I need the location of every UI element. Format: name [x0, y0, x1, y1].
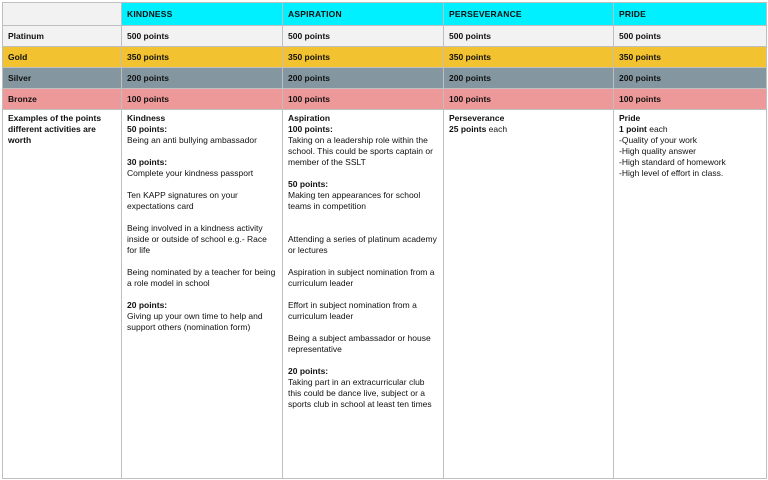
- aspiration-50-item: Effort in subject nomination from a curriculum leader: [288, 300, 417, 321]
- aspiration-50-item: Making ten appearances for school teams in competition: [288, 190, 421, 211]
- tier-value: 100 points: [283, 89, 444, 110]
- kindness-30-item: Being involved in a kindness activity inside or outside of school e.g.- Race for life: [127, 223, 267, 255]
- perseverance-title: Perseverance: [449, 113, 505, 123]
- aspiration-title: Aspiration: [288, 113, 331, 123]
- header-pride: PRIDE: [614, 3, 767, 26]
- tier-value: 100 points: [122, 89, 283, 110]
- kindness-examples-cell: [122, 110, 283, 479]
- aspiration-50-item: Being a subject ambassador or house representative: [288, 333, 431, 354]
- examples-label: Examples of the points different activities are worth: [3, 110, 122, 479]
- aspiration-examples-cell: [283, 110, 444, 479]
- aspiration-50-item: Attending a series of platinum academy or lectures: [288, 234, 437, 255]
- tier-value: 100 points: [614, 89, 767, 110]
- header-row: [3, 3, 767, 26]
- perseverance-points-value: 25 points: [449, 124, 487, 134]
- tier-row-bronze: [3, 89, 767, 110]
- pride-title: Pride: [619, 113, 641, 123]
- kindness-50-heading: 50 points:: [127, 124, 168, 134]
- tier-value: 100 points: [444, 89, 614, 110]
- pride-item: -Quality of your work: [619, 135, 697, 145]
- aspiration-50-item: Aspiration in subject nomination from a curriculum leader: [288, 267, 435, 288]
- kindness-30-item: Complete your kindness passport: [127, 168, 254, 178]
- kindness-30-item: Being nominated by a teacher for being a role model in school: [127, 267, 276, 288]
- perseverance-points: [449, 124, 608, 135]
- perseverance-points-suffix: each: [486, 124, 508, 134]
- tier-value: 500 points: [122, 26, 283, 47]
- kindness-50-item: Being an anti bullying ambassador: [127, 135, 257, 145]
- pride-points-value: 1 point: [619, 124, 647, 134]
- aspiration-100-item: Taking on a leadership role within the school. This could be sports captain or member of the SSLT: [288, 135, 433, 167]
- tier-row-platinum: [3, 26, 767, 47]
- tier-value: 200 points: [283, 68, 444, 89]
- examples-row: [3, 110, 767, 479]
- kindness-20-item: Giving up your own time to help and support others (nomination form): [127, 311, 263, 332]
- header-aspiration: ASPIRATION: [283, 3, 444, 26]
- kindness-20-heading: 20 points:: [127, 300, 168, 310]
- pride-points: [619, 124, 761, 135]
- tier-value: 350 points: [283, 47, 444, 68]
- aspiration-20-heading: 20 points:: [288, 366, 329, 376]
- aspiration-100-heading: 100 points:: [288, 124, 333, 134]
- aspiration-50-heading: 50 points:: [288, 179, 329, 189]
- tier-value: 350 points: [444, 47, 614, 68]
- kindness-title: Kindness: [127, 113, 166, 123]
- perseverance-examples-cell: [444, 110, 614, 479]
- header-kindness: KINDNESS: [122, 3, 283, 26]
- kindness-30-item: Ten KAPP signatures on your expectations card: [127, 190, 238, 211]
- tier-label: Bronze: [3, 89, 122, 110]
- tier-value: 200 points: [614, 68, 767, 89]
- tier-value: 350 points: [122, 47, 283, 68]
- pride-item: -High level of effort in class.: [619, 168, 724, 178]
- tier-value: 200 points: [444, 68, 614, 89]
- tier-label: Platinum: [3, 26, 122, 47]
- aspiration-20-item: Taking part in an extracurricular club this could be dance live, subject or a sports club in school at least ten times: [288, 377, 432, 409]
- kindness-30-heading: 30 points:: [127, 157, 168, 167]
- tier-row-gold: [3, 47, 767, 68]
- tier-value: 350 points: [614, 47, 767, 68]
- tier-value: 500 points: [283, 26, 444, 47]
- points-table: [2, 2, 767, 479]
- pride-examples-cell: [614, 110, 767, 479]
- tier-value: 200 points: [122, 68, 283, 89]
- tier-label: Gold: [3, 47, 122, 68]
- header-corner-cell: [3, 3, 122, 26]
- pride-item: -High standard of homework: [619, 157, 726, 167]
- tier-row-silver: [3, 68, 767, 89]
- pride-item: -High quality answer: [619, 146, 697, 156]
- header-perseverance: PERSEVERANCE: [444, 3, 614, 26]
- tier-label: Silver: [3, 68, 122, 89]
- tier-value: 500 points: [444, 26, 614, 47]
- pride-points-suffix: each: [646, 124, 668, 134]
- tier-value: 500 points: [614, 26, 767, 47]
